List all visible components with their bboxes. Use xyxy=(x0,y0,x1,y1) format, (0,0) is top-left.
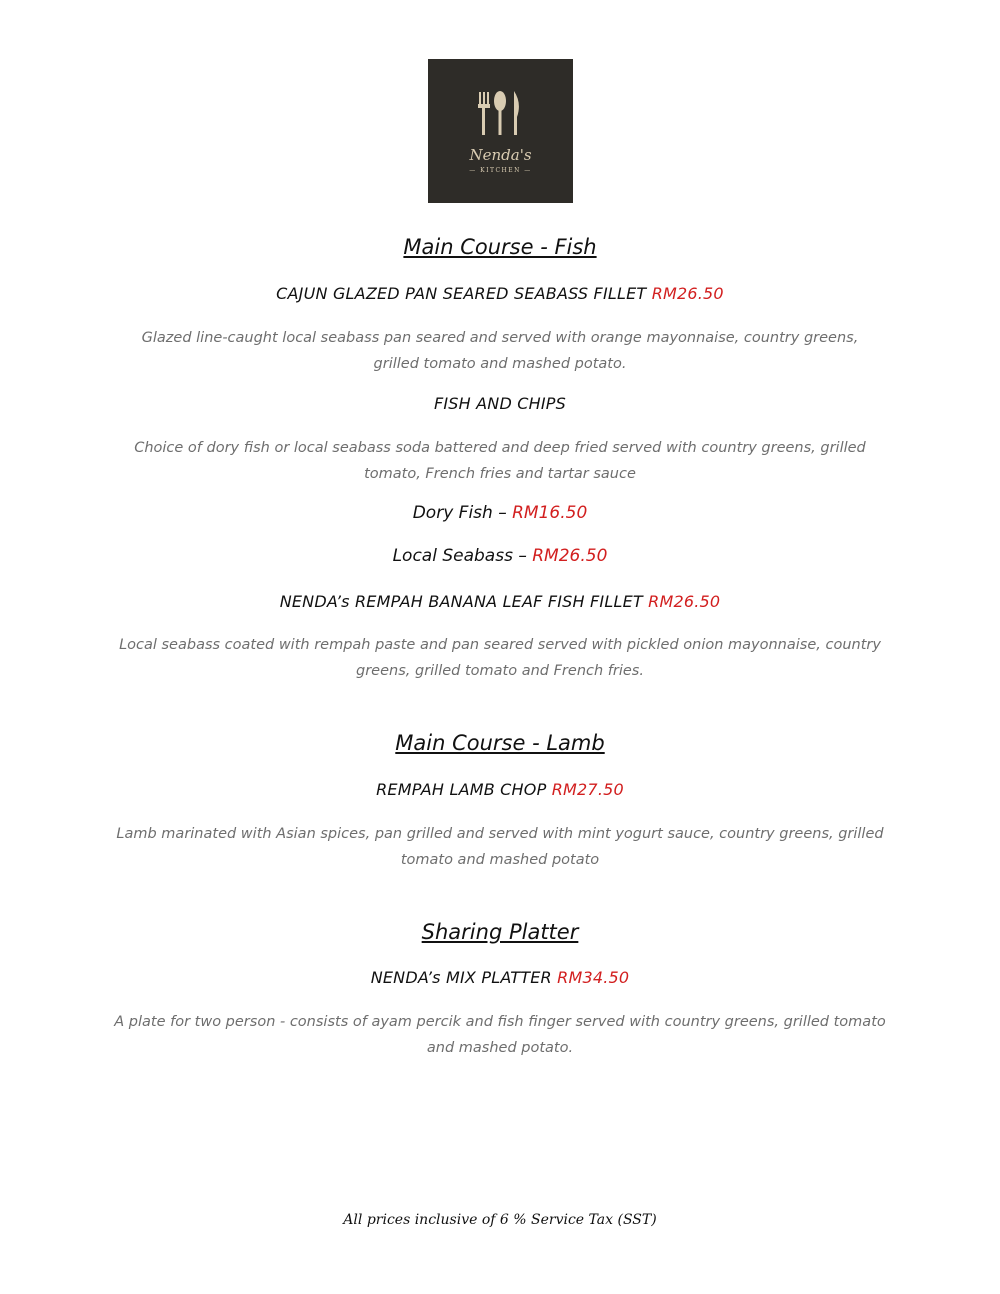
menu-item-fish-and-chips xyxy=(0,394,1000,413)
logo-name: Nenda's xyxy=(469,146,532,164)
item-price: RM34.50 xyxy=(557,968,630,987)
item-description: grilled tomato and mashed potato. xyxy=(373,356,627,372)
section-title-fish: Main Course - Fish xyxy=(403,235,597,259)
item-description: Lamb marinated with Asian spices, pan grilled and served with mint yogurt sauce, country greens, grilled xyxy=(116,826,884,842)
item-name: FISH AND CHIPS xyxy=(433,394,567,413)
cutlery-icon xyxy=(428,59,573,203)
menu-item-banana-leaf-fish xyxy=(0,592,1000,611)
item-price: RM26.50 xyxy=(651,284,724,303)
item-description: and mashed potato. xyxy=(426,1040,574,1056)
logo-subtitle: — KITCHEN — xyxy=(469,167,532,174)
restaurant-logo xyxy=(428,59,573,203)
item-description: greens, grilled tomato and French fries. xyxy=(356,663,644,679)
menu-item-lamb-chop xyxy=(0,780,1000,799)
option-label: Dory Fish – xyxy=(412,503,507,523)
item-name: NENDA’s REMPAH BANANA LEAF FISH FILLET xyxy=(279,592,643,611)
item-name: CAJUN GLAZED PAN SEARED SEABASS FILLET xyxy=(276,284,647,303)
tax-note: All prices inclusive of 6 % Service Tax (SST) xyxy=(343,1212,657,1228)
menu-item-mix-platter xyxy=(0,968,1000,987)
item-name: NENDA’s MIX PLATTER xyxy=(370,968,552,987)
option-price: RM26.50 xyxy=(532,546,608,566)
item-name: REMPAH LAMB CHOP xyxy=(376,780,547,799)
item-description: A plate for two person - consists of ayam percik and fish finger served with country greens, grilled tomato xyxy=(114,1014,886,1030)
option-label: Local Seabass – xyxy=(392,546,527,566)
item-description: tomato and mashed potato xyxy=(400,852,600,868)
section-title-platter: Sharing Platter xyxy=(421,920,579,944)
item-description: Local seabass coated with rempah paste and pan seared served with pickled onion mayonnaise, country xyxy=(119,637,881,653)
section-title-lamb: Main Course - Lamb xyxy=(395,731,605,755)
item-description: tomato, French fries and tartar sauce xyxy=(364,466,636,482)
item-description: Glazed line-caught local seabass pan seared and served with orange mayonnaise, country greens, xyxy=(141,330,859,346)
option-local-seabass xyxy=(0,546,1000,566)
item-description: Choice of dory fish or local seabass soda battered and deep fried served with country greens, grilled xyxy=(134,440,866,456)
menu-item-cajun-seabass xyxy=(0,284,1000,303)
item-price: RM27.50 xyxy=(551,780,624,799)
item-price: RM26.50 xyxy=(648,592,721,611)
option-price: RM16.50 xyxy=(512,503,588,523)
option-dory-fish xyxy=(0,503,1000,523)
